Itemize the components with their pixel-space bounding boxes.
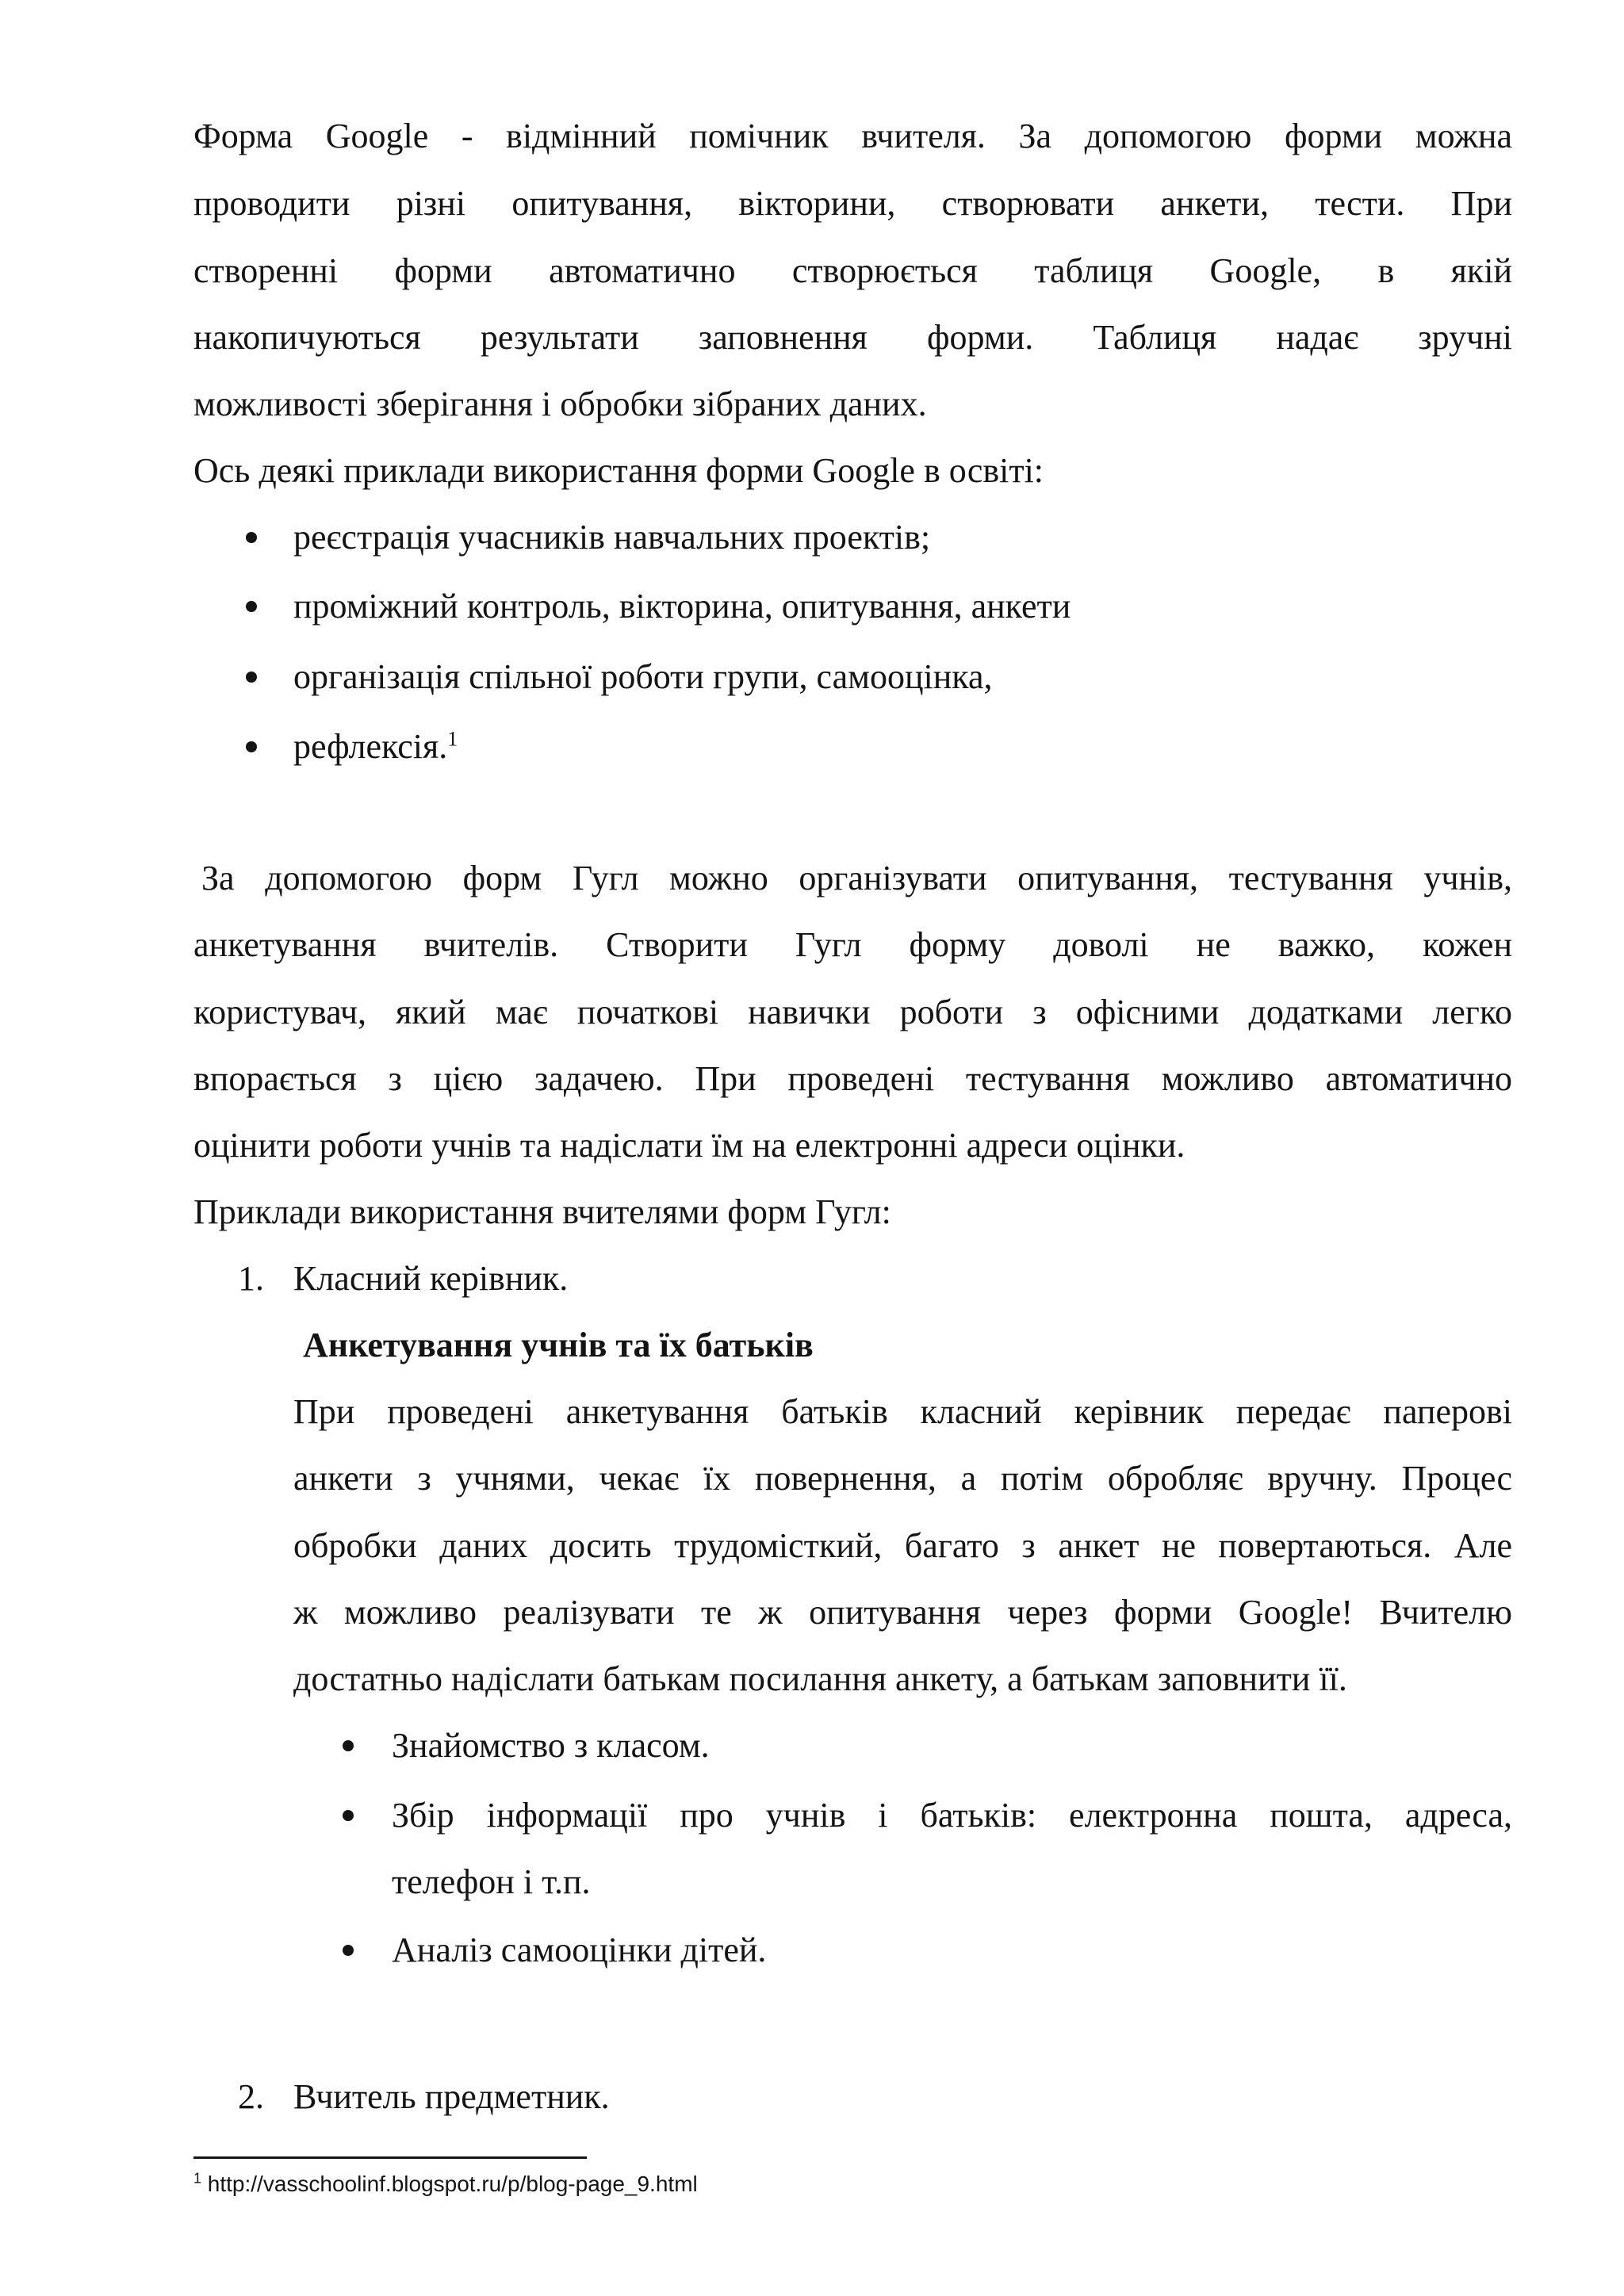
numbered-item-label: Вчитель предметник. — [293, 2077, 610, 2116]
paragraph1-line: проводити різні опитування, вікторини, створювати анкети, тести. При — [193, 184, 1512, 223]
subsection-heading: Анкетування учнів та їх батьків — [303, 1326, 814, 1364]
list-item: Збір інформації про учнів і батьків: електронна пошта, адреса, — [392, 1796, 1512, 1835]
teacher-examples-intro: Приклади використання вчителями форм Гугл: — [193, 1192, 891, 1231]
paragraph1-line: створенні форми автоматично створюється таблиця Google, в якій — [193, 251, 1512, 290]
footnote-reference[interactable]: 1 — [447, 727, 458, 751]
subsection-line: анкети з учнями, чекає їх повернення, а потім обробляє вручну. Процес — [293, 1459, 1512, 1498]
footnote-separator — [193, 2156, 587, 2159]
list-item: Знайомство з класом. — [392, 1726, 710, 1765]
numbered-item-label: Класний керівник. — [293, 1259, 569, 1298]
list-item: Аналіз самооцінки дітей. — [392, 1931, 767, 1969]
footnote-mark: 1 — [193, 2170, 202, 2187]
footnote — [193, 2170, 698, 2196]
paragraph1-line: Форма Google - відмінний помічник вчителя. За допомогою форми можна — [193, 117, 1512, 155]
paragraph1-line: накопичуються результати заповнення форми. Таблиця надає зручні — [193, 318, 1512, 357]
bullet-icon — [246, 601, 257, 612]
subsection-line: обробки даних досить трудомісткий, багато з анкет не повертаються. Але — [293, 1526, 1512, 1565]
paragraph2-line: анкетування вчителів. Створити Гугл форму доволі не важко, кожен — [193, 925, 1512, 964]
subsection-line: При проведені анкетування батьків класний керівник передає паперові — [293, 1392, 1512, 1431]
bullet-icon — [343, 1810, 354, 1821]
paragraph2-line: користувач, який має початкові навички роботи з офісними додатками легко — [193, 993, 1512, 1031]
paragraph2-line: За допомогою форм Гугл можно організувати опитування, тестування учнів, — [201, 859, 1512, 897]
bullet-icon — [246, 532, 257, 543]
subsection-line: достатньо надіслати батькам посилання анкету, а батькам заповнити її. — [293, 1659, 1347, 1698]
list-number: 1. — [238, 1259, 264, 1298]
paragraph2-line: впорається з цією задачею. При проведені тестування можливо автоматично — [193, 1059, 1512, 1098]
list-item: організація спільної роботи групи, самооцінка, — [293, 657, 993, 696]
list-item: проміжний контроль, вікторина, опитування, анкети — [293, 587, 1071, 626]
list-item-continuation: телефон і т.п. — [392, 1862, 591, 1901]
list-item-text: рефлексія. — [293, 727, 448, 766]
footnote-link[interactable]: http://vasschoolinf.blogspot.ru/p/blog-page_9.html — [201, 2172, 698, 2196]
list-item: реєстрація учасників навчальних проектів; — [293, 518, 931, 557]
examples-intro: Ось деякі приклади використання форми Google в освіті: — [193, 451, 1044, 490]
bullet-icon — [343, 1740, 354, 1751]
list-number: 2. — [238, 2077, 264, 2116]
list-item — [293, 729, 458, 764]
bullet-icon — [246, 741, 257, 752]
subsection-line: ж можливо реалізувати те ж опитування через форми Google! Вчителю — [293, 1593, 1512, 1632]
bullet-icon — [246, 672, 257, 683]
paragraph2-line: оцінити роботи учнів та надіслати їм на електронні адреси оцінки. — [193, 1126, 1185, 1165]
bullet-icon — [343, 1945, 354, 1956]
paragraph1-line: можливості зберігання і обробки зібраних даних. — [193, 385, 927, 423]
